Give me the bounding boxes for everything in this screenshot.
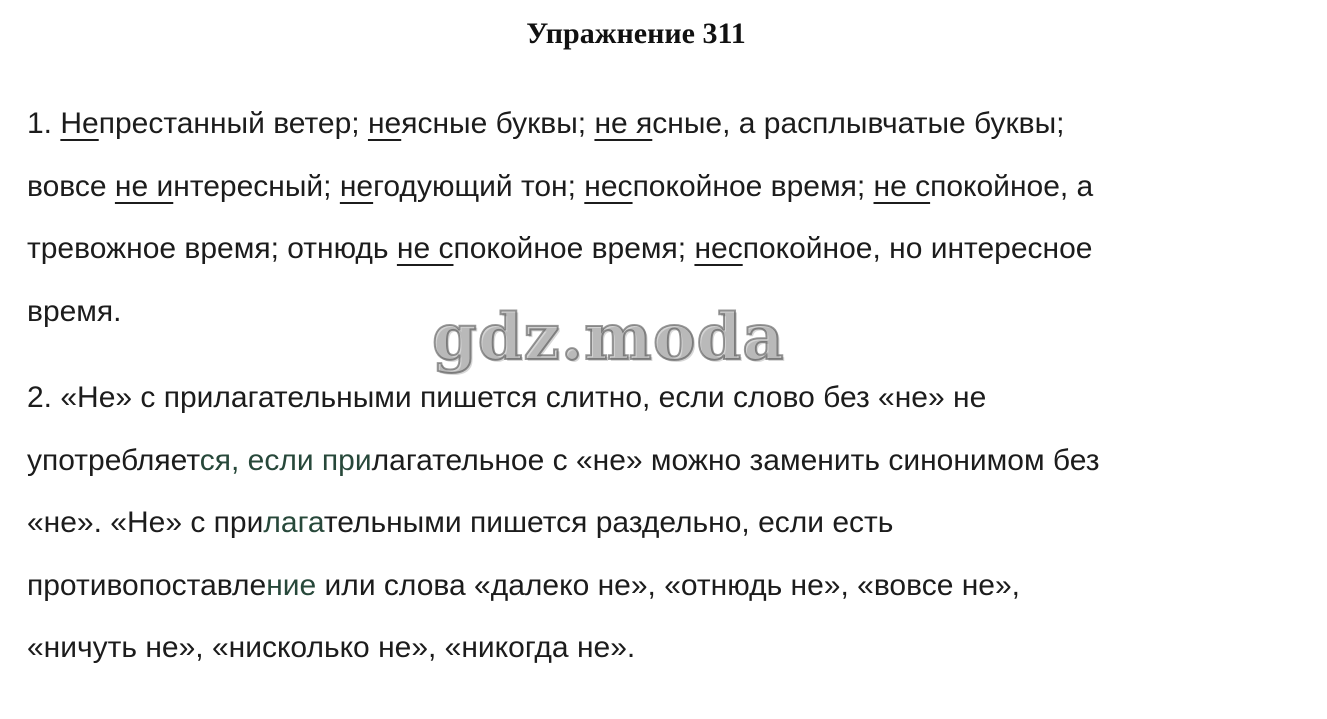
text-line xyxy=(27,218,1287,281)
text-fragment: употребляет xyxy=(27,443,200,477)
text-fragment: ясные буквы; xyxy=(401,107,595,140)
text-fragment: лага xyxy=(263,506,324,539)
answer-paragraph-1 xyxy=(27,93,1287,343)
text-fragment: «не». «Не» с при xyxy=(27,506,264,539)
underlined-fragment: не с xyxy=(873,169,931,203)
text-fragment: тревожное время; отнюдь xyxy=(27,232,397,265)
watermark-logo: gdz.moda xyxy=(432,300,785,375)
underlined-fragment: нес xyxy=(694,232,743,265)
text-line xyxy=(27,617,1287,680)
text-line xyxy=(27,93,1287,156)
exercise-title: Упражнение 311 xyxy=(526,17,746,50)
text-fragment: годующий тон; xyxy=(373,169,585,203)
text-line xyxy=(27,156,1287,219)
text-fragment: ние xyxy=(266,568,317,602)
underlined-fragment: Не xyxy=(60,107,99,140)
text-fragment: сные, а расплывчатые буквы; xyxy=(652,107,1065,140)
text-line xyxy=(27,281,1287,344)
text-fragment: время. xyxy=(27,294,122,328)
underlined-fragment: не и xyxy=(114,169,174,203)
text-line xyxy=(27,492,1287,555)
text-fragment: 1. xyxy=(27,107,61,140)
underlined-fragment: не xyxy=(367,107,402,140)
text-fragment: покойное, но интересное xyxy=(742,232,1093,265)
text-line xyxy=(27,555,1287,618)
text-fragment: 2. «Не» с прилагательными пишется слитно, если слово без «не» не xyxy=(27,381,987,414)
underlined-fragment: не xyxy=(339,169,374,203)
text-line xyxy=(27,430,1287,493)
text-fragment: покойное, а xyxy=(930,169,1094,203)
text-fragment: покойное время; xyxy=(453,232,695,265)
text-fragment: престанный ветер; xyxy=(98,107,368,140)
text-fragment: или слова «далеко не», «отнюдь не», «вовсе не», xyxy=(316,568,1021,602)
text-line xyxy=(27,367,1287,430)
underlined-fragment: не я xyxy=(594,107,653,140)
underlined-fragment: не с xyxy=(396,232,454,265)
underlined-fragment: нес xyxy=(584,169,633,203)
text-fragment: ся, если при xyxy=(199,443,372,477)
text-fragment: покойное время; xyxy=(632,169,874,203)
text-fragment: «ничуть не», «нисколько не», «никогда не». xyxy=(27,631,636,664)
text-fragment: тельными пишется раздельно, если есть xyxy=(323,506,894,539)
answer-paragraph-2 xyxy=(27,367,1287,680)
text-fragment: вовсе xyxy=(27,169,115,203)
text-fragment: лагательное с «не» можно заменить синонимом без xyxy=(371,443,1100,477)
text-fragment: нтересный; xyxy=(173,169,340,203)
text-fragment: противопоставле xyxy=(27,568,267,602)
